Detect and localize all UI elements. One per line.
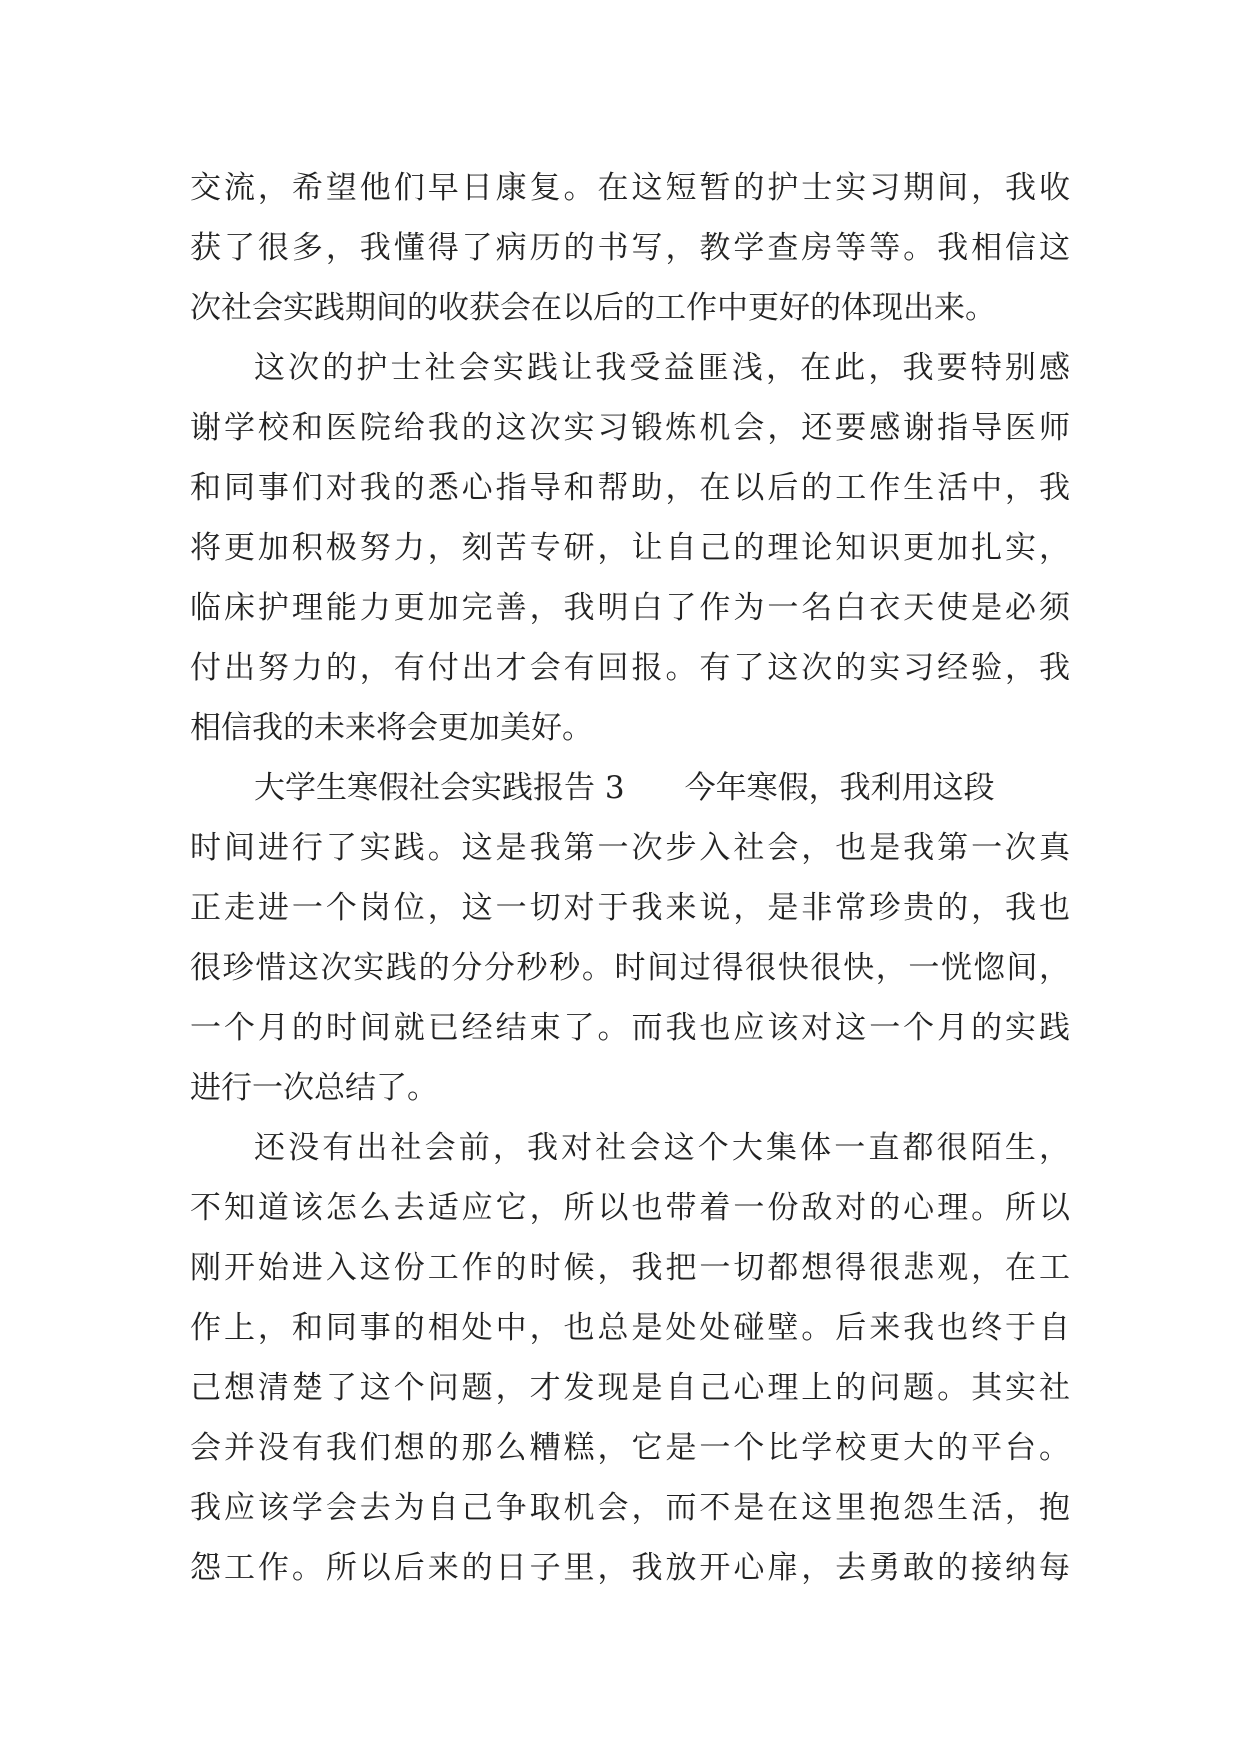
text-line: 很珍惜这次实践的分分秒秒。时间过得很快很快，一恍惚间， <box>190 950 1070 986</box>
text-line: 己想清楚了这个问题，才发现是自己心理上的问题。其实社 <box>190 1370 1070 1406</box>
paragraph-2 <box>190 338 1070 758</box>
document-body <box>190 158 1070 1598</box>
text-line: 获了很多，我懂得了病历的书写，教学查房等等。我相信这 <box>190 230 1070 266</box>
text-line: 这次的护士社会实践让我受益匪浅，在此，我要特别感 <box>254 350 1070 386</box>
text-line: 正走进一个岗位，这一切对于我来说，是非常珍贵的，我也 <box>190 890 1070 926</box>
text-line: 付出努力的，有付出才会有回报。有了这次的实习经验，我 <box>190 650 1070 686</box>
text-line: 交流，希望他们早日康复。在这短暂的护士实习期间，我收 <box>190 170 1070 206</box>
paragraph-3 <box>190 758 1070 1118</box>
text-line: 次社会实践期间的收获会在以后的工作中更好的体现出来。 <box>190 290 996 326</box>
text-line: 一个月的时间就已经结束了。而我也应该对这一个月的实践 <box>190 1010 1070 1046</box>
paragraph-4 <box>190 1118 1070 1598</box>
text-line: 怨工作。所以后来的日子里，我放开心扉，去勇敢的接纳每 <box>190 1550 1070 1586</box>
text-line: 临床护理能力更加完善，我明白了作为一名白衣天使是必须 <box>190 590 1070 626</box>
text-line: 和同事们对我的悉心指导和帮助，在以后的工作生活中，我 <box>190 470 1070 506</box>
text-line: 时间进行了实践。这是我第一次步入社会，也是我第一次真 <box>190 830 1070 866</box>
text-line: 会并没有我们想的那么糟糕，它是一个比学校更大的平台。 <box>190 1430 1070 1466</box>
text-line: 相信我的未来将会更加美好。 <box>190 710 593 746</box>
heading-rest-text: 今年寒假，我利用这段 <box>684 770 995 806</box>
paragraph-1 <box>190 158 1070 338</box>
text-line: 将更加积极努力，刻苦专研，让自己的理论知识更加扎实， <box>190 530 1070 566</box>
text-line: 刚开始进入这份工作的时候，我把一切都想得很悲观，在工 <box>190 1250 1070 1286</box>
text-line: 谢学校和医院给我的这次实习锻炼机会，还要感谢指导医师 <box>190 410 1070 446</box>
text-line: 不知道该怎么去适应它，所以也带着一份敌对的心理。所以 <box>190 1190 1070 1226</box>
text-line: 进行一次总结了。 <box>190 1070 438 1106</box>
section-heading: 大学生寒假社会实践报告 3 <box>254 770 625 806</box>
text-line: 我应该学会去为自己争取机会，而不是在这里抱怨生活，抱 <box>190 1490 1070 1526</box>
text-line: 作上，和同事的相处中，也总是处处碰壁。后来我也终于自 <box>190 1310 1070 1346</box>
text-line: 还没有出社会前，我对社会这个大集体一直都很陌生， <box>254 1130 1070 1166</box>
heading-line <box>190 758 1070 818</box>
